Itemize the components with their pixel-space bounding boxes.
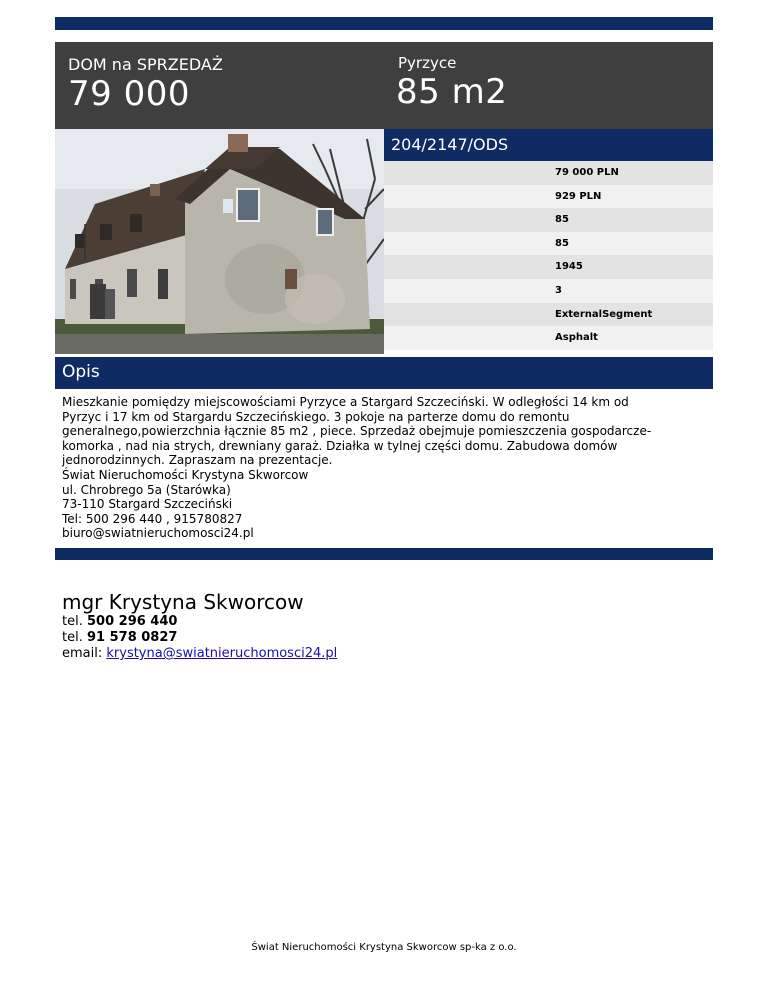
email-link[interactable]: krystyna@swiatnieruchomosci24.pl [106,646,338,661]
description-line: Pyrzyc i 17 km od Stargardu Szczecińskiego. 3 pokoje na parterze domu do remontu [62,409,570,424]
description-line: jednorodzinnych. Zapraszam na prezentacje. [62,453,333,468]
top-accent-bar [55,17,713,30]
detail-value: ExternalSegment [555,308,653,320]
city: Pyrzyce [398,54,457,72]
details-table [384,161,713,350]
description-title: Opis [62,362,100,382]
detail-value: 929 PLN [555,190,602,202]
detail-row [384,326,713,350]
detail-value: 3 [555,284,562,296]
detail-row [384,303,713,327]
description-body [62,395,712,541]
description-line: biuro@swiatnieruchomosci24.pl [62,526,254,541]
bottom-accent-bar [55,548,713,560]
detail-value: Asphalt [555,332,598,344]
house-photo [55,129,384,354]
description-line: generalnego,powierzchnia łącznie 85 m2 , piece. Sprzedaż obejmuje pomieszczenia gospodarcze- [62,424,652,439]
detail-row [384,208,713,232]
description-line: Mieszkanie pomiędzy miejscowościami Pyrzyce a Stargard Szczeciński. W odległości 14 km od [62,395,629,409]
agent-phone-1 [62,614,337,630]
description-line: 73-110 Stargard Szczeciński [62,497,233,512]
offer-type: DOM na SPRZEDAŻ [68,55,223,74]
price: 79 000 [68,74,190,114]
detail-value: 1945 [555,261,583,273]
detail-row [384,232,713,256]
footer-text: Świat Nieruchomości Krystyna Skworcow sp-ka z o.o. [251,942,517,953]
detail-value: 85 [555,237,569,249]
description-header [55,357,713,389]
detail-value: 79 000 PLN [555,167,619,178]
description-line: Tel: 500 296 440 , 915780827 [62,511,243,526]
area: 85 m2 [396,72,508,112]
hero-panel [55,42,713,129]
email-label: email: [62,646,107,661]
reference-bar [384,129,713,161]
description-line: ul. Chrobrego 5a (Starówka) [62,482,231,497]
agent-phone-2 [62,630,337,646]
description-line: Świat Nieruchomości Krystyna Skworcow [62,467,309,482]
agent-contact [62,590,337,662]
detail-value: 85 [555,214,569,226]
detail-row [384,185,713,209]
phone-label: tel. [62,630,87,645]
detail-row [384,161,713,185]
reference-number: 204/2147/ODS [391,135,509,154]
agent-email [62,646,337,662]
detail-row [384,255,713,279]
phone-number: 91 578 0827 [86,630,178,645]
detail-row [384,279,713,303]
phone-label: tel. [62,614,87,629]
agent-name: mgr Krystyna Skworcow [62,590,304,614]
phone-number: 500 296 440 [86,614,178,629]
description-line: komorka , nad nia strych, drewniany garaż. Działka w tylnej części domu. Zabudowa domów [62,438,618,453]
